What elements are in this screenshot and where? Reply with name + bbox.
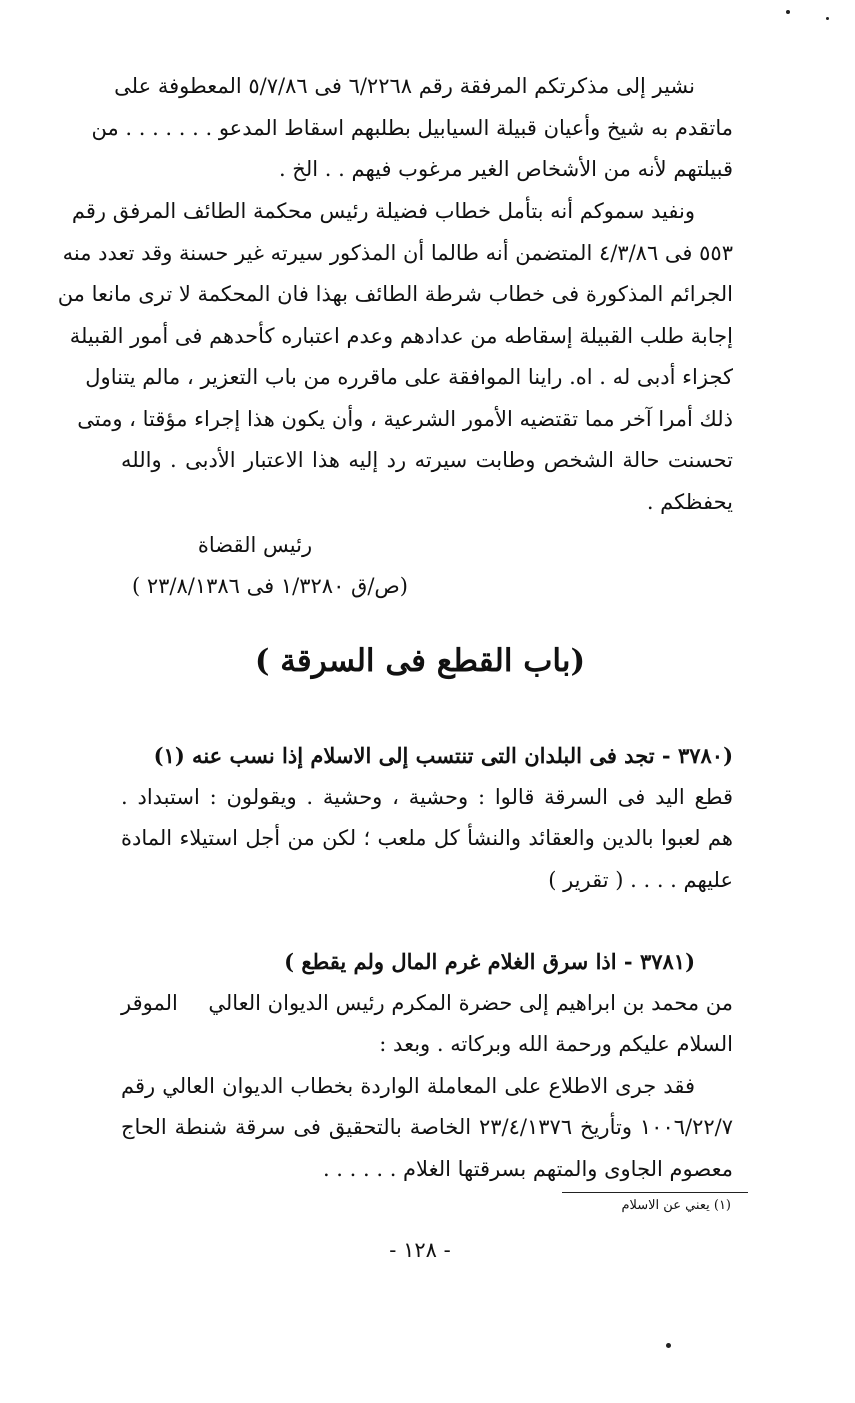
paragraph-line: ماتقدم به شيخ وأعيان قبيلة السيابيل بطلبهم اسقاط المدعو . . . . . . . من <box>91 115 733 140</box>
letter-greeting: السلام عليكم ورحمة الله وبركاته . وبعد : <box>379 1032 733 1056</box>
address-text: من محمد بن ابراهيم إلى حضرة المكرم رئيس الديوان العالي <box>208 990 733 1015</box>
item-line: هم لعبوا بالدين والعقائد والنشأ كل ملعب ؛ لكن من أجل استيلاء المادة <box>121 826 733 850</box>
item-line: ١٠٠٦/٢٢/٧ وتأريخ ٢٣/٤/١٣٧٦ الخاصة بالتحقيق فى سرقة شنطة الحاج <box>121 1115 733 1139</box>
paragraph-line: كجزاء أدبى له . اه. راينا الموافقة على ماقرره من باب التعزير ، مالم يتناول <box>85 365 733 389</box>
scan-speck-top-right-2 <box>826 17 829 20</box>
paragraph-line: نشير إلى مذكرتكم المرفقة رقم ٦/٢٢٦٨ فى ٥/٧/٨٦ المعطوفة على <box>114 74 695 98</box>
signature-title: رئيس القضاة <box>197 533 313 557</box>
item-heading: (٣٧٨٠ - تجد فى البلدان التى تنتسب إلى الاسلام إذا نسب عنه (١) <box>153 743 733 768</box>
page-number: - ١٢٨ - <box>389 1238 451 1262</box>
item-heading: (٣٧٨١ - اذا سرق الغلام غرم المال ولم يقطع ) <box>284 949 695 974</box>
footnote: (١) يعني عن الاسلام <box>621 1198 731 1213</box>
footnote-divider <box>562 1192 748 1193</box>
paragraph-line: تحسنت حالة الشخص وطابت سيرته رد إليه هذا الاعتبار الأدبى . والله <box>121 448 733 472</box>
letter-address <box>121 983 733 1025</box>
scan-speck-top-right <box>786 10 790 14</box>
paragraph-line: يحفظكم . <box>646 489 733 514</box>
paragraph-line: ٥٥٣ فى ٤/٣/٨٦ المتضمن أنه طالما أن المذكور سيرته غير حسنة وقد تعدد منه <box>62 240 733 265</box>
item-line: فقد جرى الاطلاع على المعاملة الواردة بخطاب الديوان العالي رقم <box>121 1073 695 1098</box>
signature-reference: (ص/ق ١/٣٢٨٠ فى ٢٣/٨/١٣٨٦ ) <box>131 574 408 598</box>
paragraph-line: ذلك أمرا آخر مما تقتضيه الأمور الشرعية ، وأن يكون هذا إجراء مؤقتا ، ومتى <box>77 406 733 431</box>
scan-speck-bottom <box>666 1343 671 1348</box>
item-3781 <box>121 941 733 1190</box>
item-line: عليهم . . . . ( تقرير ) <box>548 867 733 892</box>
letter-paragraph-1 <box>91 66 733 191</box>
paragraph-line: الجرائم المذكورة فى خطاب شرطة الطائف بهذا فان المحكمة لا ترى مانعا من <box>57 282 733 306</box>
paragraph-line: ونفيد سموكم أنه بتأمل خطاب فضيلة رئيس محكمة الطائف المرفق رقم <box>71 199 695 223</box>
paragraph-line: إجابة طلب القبيلة إسقاطه من عدادهم وعدم اعتباره كأحدهم فى أمور القبيلة <box>69 323 733 348</box>
item-line: معصوم الجاوى والمتهم بسرقتها الغلام . . . . . . <box>322 1156 733 1181</box>
item-line: قطع اليد فى السرقة قالوا : وحشية ، وحشية . ويقولون : استبداد . <box>121 784 733 809</box>
chapter-title: (باب القطع فى السرقة ) <box>254 643 586 679</box>
letter-paragraph-2 <box>57 191 733 523</box>
item-3780 <box>121 735 733 901</box>
paragraph-line: قبيلتهم لأنه من الأشخاص الغير مرغوب فيهم . . الخ . <box>278 157 733 181</box>
address-suffix: الموقر <box>121 990 178 1015</box>
